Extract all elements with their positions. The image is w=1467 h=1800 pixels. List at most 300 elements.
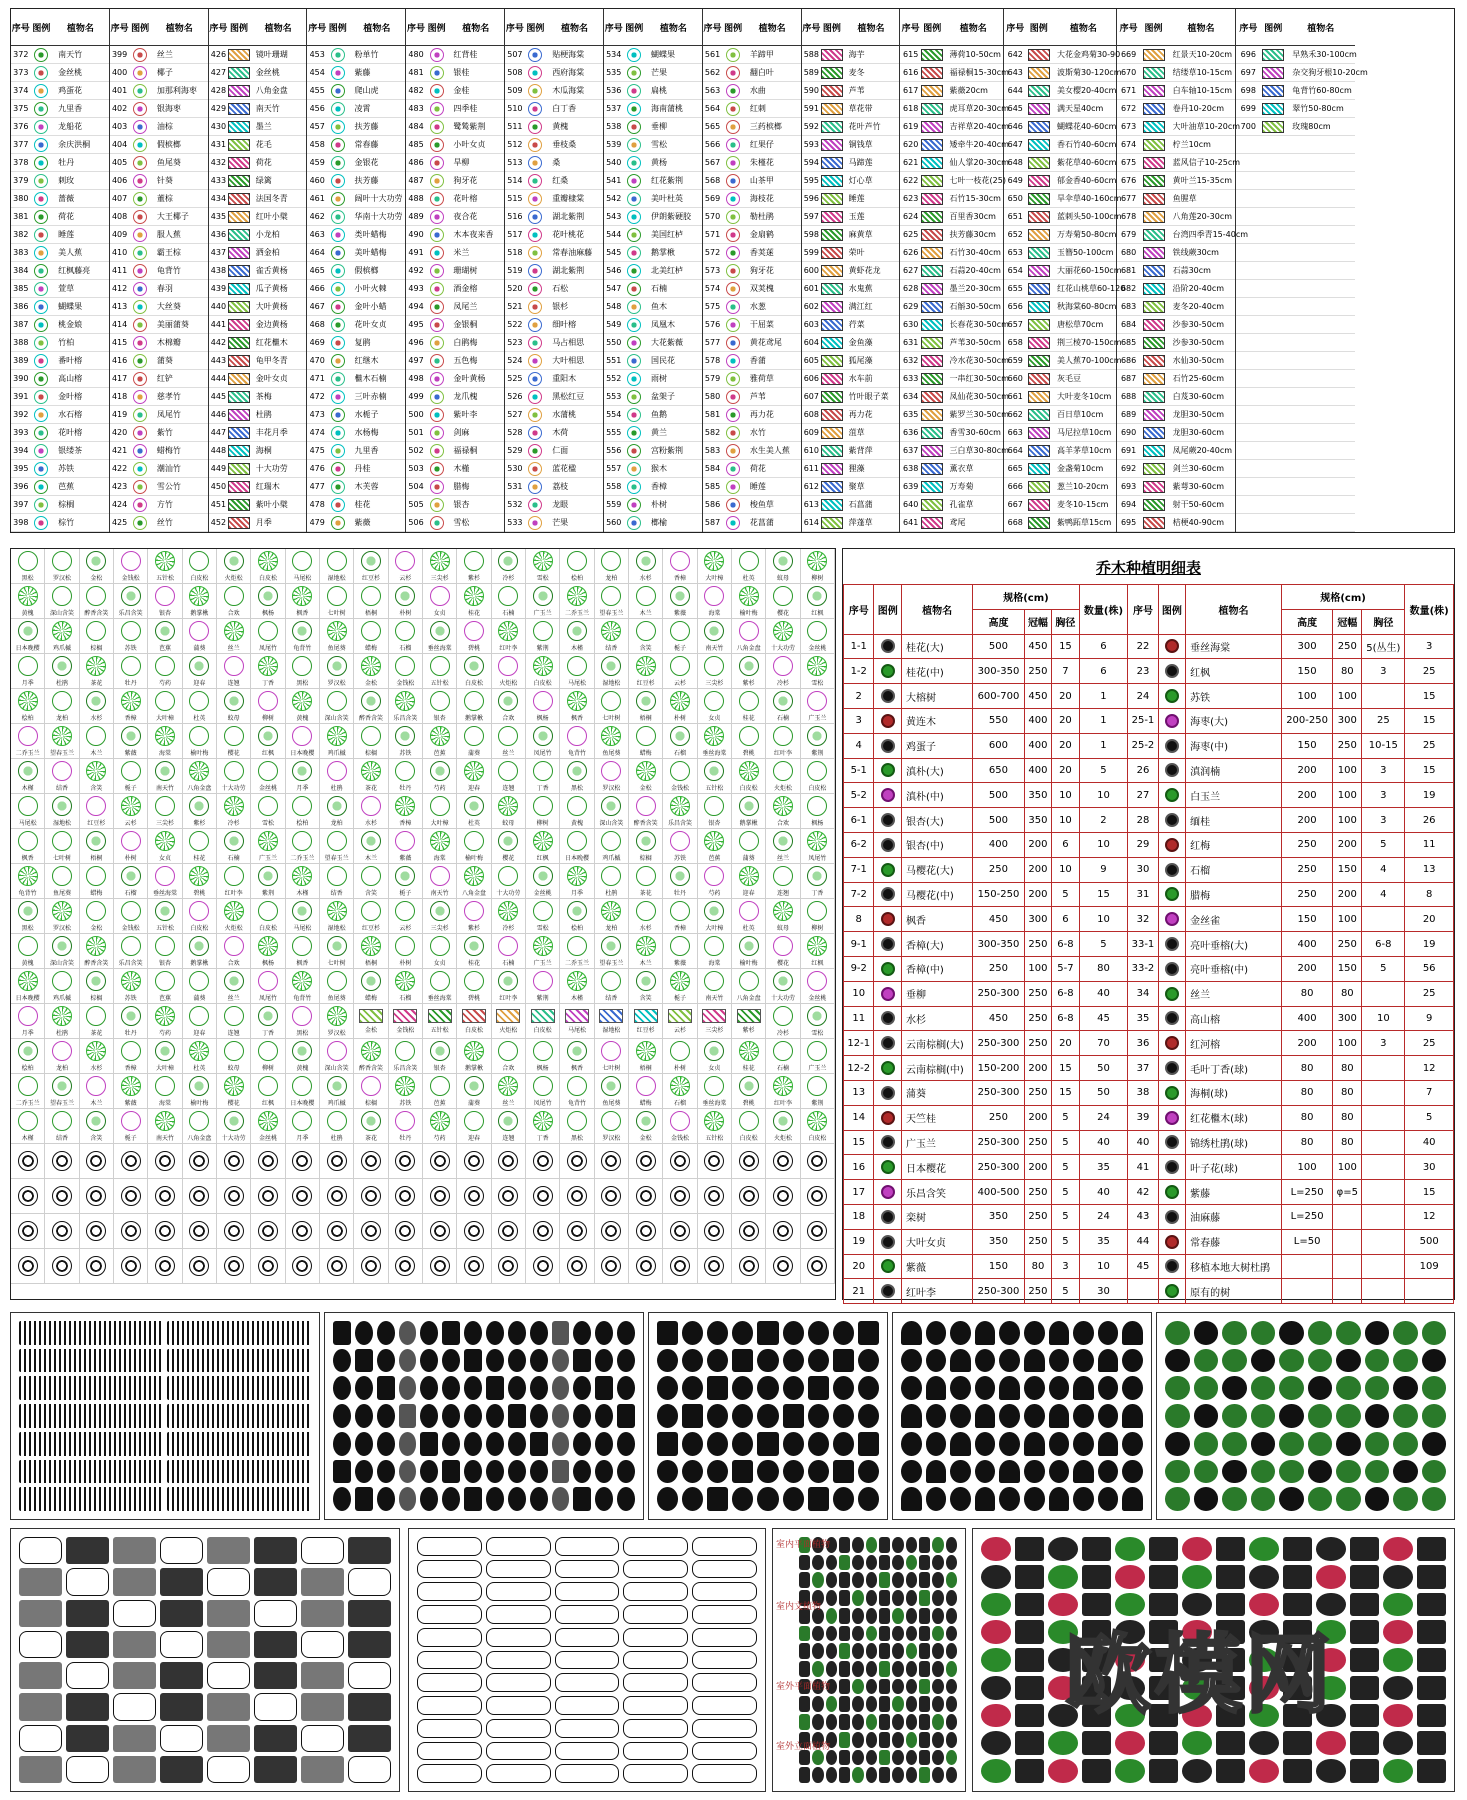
drawing-mark [19, 1460, 163, 1484]
row-no-2: 39 [1128, 1105, 1158, 1130]
legend-symbol [525, 444, 547, 458]
tree-symbol-icon [881, 887, 895, 901]
row-plant-name-2: 海枣(中) [1186, 733, 1282, 758]
drawing-mark [1336, 1460, 1361, 1484]
plant-symbol-icon [601, 971, 621, 991]
drawing-mark [1048, 1759, 1078, 1783]
plant-symbol-icon [121, 796, 141, 816]
legend-row [209, 406, 307, 424]
legend-symbol [821, 211, 843, 223]
drawing-mark [783, 1404, 804, 1428]
drawing-mark [1350, 1676, 1380, 1700]
row-crown: 300 [1024, 907, 1051, 932]
legend-symbol [921, 463, 944, 475]
legend-row [505, 226, 603, 244]
side-label-3: 室外平面植物 [776, 1682, 831, 1692]
library-symbol-cell [354, 934, 388, 969]
plant-symbol-icon [464, 1111, 484, 1131]
legend-row [1236, 82, 1355, 100]
legend-row-number: 530 [507, 464, 523, 473]
legend-symbol [228, 445, 250, 457]
drawing-mark [160, 1537, 203, 1564]
library-symbol-cell [492, 1144, 526, 1179]
library-symbol-label: 大叶樟 [155, 714, 174, 722]
legend-row [802, 226, 900, 244]
library-symbol-cell [320, 1004, 354, 1039]
legend-row [604, 100, 702, 118]
legend-plant-name: 棕榈 [58, 500, 75, 509]
row-height: 150 [973, 1254, 1024, 1279]
drawing-mark [623, 1537, 688, 1556]
legend-column [703, 9, 802, 532]
tree-symbol-icon [1165, 763, 1179, 777]
library-symbol-label: 水杉 [90, 714, 103, 722]
legend-plant-name: 五色梅 [453, 356, 478, 365]
drawing-mark [879, 1626, 890, 1642]
library-symbol-cell [457, 1109, 491, 1144]
legend-plant-name: 常春油麻藤 [552, 248, 593, 257]
legend-row-number: 466 [309, 284, 325, 293]
drawing-mark [833, 1432, 854, 1456]
legend-symbol [1260, 85, 1286, 97]
drawing-mark [530, 1349, 548, 1373]
library-symbol-label: 桂花 [467, 959, 480, 967]
legend-symbol [722, 408, 744, 422]
library-symbol-cell [492, 584, 526, 619]
library-symbol-label: 五针松 [155, 924, 174, 932]
library-symbol-cell [251, 689, 285, 724]
plant-symbol-icon [18, 1221, 38, 1241]
drawing-mark [348, 1568, 391, 1595]
drawing-mark [826, 1608, 837, 1624]
legend-row [307, 100, 405, 118]
library-symbol-cell [389, 934, 423, 969]
plant-symbol-icon [155, 901, 175, 921]
drawing-mark [1422, 1460, 1447, 1484]
plant-symbol-icon [224, 831, 244, 851]
plant-symbol-icon [121, 936, 141, 956]
legend-row [900, 298, 1003, 316]
library-symbol-cell [45, 864, 79, 899]
library-symbol-cell [45, 1214, 79, 1249]
library-symbol-cell [354, 1039, 388, 1074]
drawing-mark [866, 1696, 877, 1712]
legend-row [11, 46, 109, 64]
legend-symbol [1026, 283, 1051, 295]
legend-row-number: 638 [903, 464, 919, 473]
legend-row-number: 575 [704, 302, 721, 311]
library-symbol-label: 雪松 [536, 924, 549, 932]
legend-column-header [703, 9, 801, 46]
legend-row [1117, 82, 1236, 100]
plant-symbol-icon [601, 796, 621, 816]
legend-symbol [821, 373, 843, 385]
legend-column [900, 9, 1009, 532]
library-symbol-label: 垂丝海棠 [702, 749, 727, 757]
legend-row-number: 413 [111, 302, 128, 311]
library-symbol-cell [389, 1004, 423, 1039]
col-sym: 图例 [874, 585, 901, 635]
plant-symbol-icon [52, 621, 72, 641]
library-symbol-label: 白皮松 [533, 1026, 552, 1034]
row-qty-2: 12 [1405, 1204, 1454, 1229]
legend-symbol [921, 301, 944, 313]
legend-row [604, 244, 702, 262]
drawing-mark [555, 1673, 620, 1692]
drawing-mark [1308, 1487, 1333, 1511]
legend-plant-name: 大丝葵 [156, 302, 181, 311]
legend-plant-name: 红花紫荆 [651, 176, 683, 185]
library-symbol-cell [801, 1144, 835, 1179]
legend-row [1004, 352, 1122, 370]
legend-row [1117, 388, 1236, 406]
plant-symbol-icon [531, 1009, 555, 1023]
plant-symbol-icon [807, 1186, 827, 1206]
legend-row-number: 570 [704, 212, 721, 221]
drawing-mark [595, 1321, 613, 1345]
legend-row-number: 440 [210, 302, 227, 311]
drawing-mark [858, 1349, 879, 1373]
library-symbol-cell [801, 1249, 835, 1284]
legend-row-number: 494 [408, 302, 424, 311]
library-symbol-label: 茶花 [90, 1029, 103, 1037]
plant-symbol-icon [327, 621, 347, 641]
drawing-mark [892, 1572, 903, 1588]
library-symbol-label: 南天竹 [705, 644, 724, 652]
row-symbol-2 [1158, 1229, 1185, 1254]
library-symbol-label: 马尾松 [293, 924, 312, 932]
plant-symbol-icon [155, 656, 175, 676]
legend-plant-name: 红继木 [354, 356, 379, 365]
plant-symbol-icon [18, 936, 38, 956]
tree-symbol-icon [881, 912, 895, 926]
legend-symbol [821, 247, 843, 259]
legend-plant-name: 夜合花 [453, 212, 478, 221]
plant-symbol-icon [601, 1151, 621, 1171]
plant-symbol-icon [498, 901, 518, 921]
row-height-2: 80 [1281, 1056, 1332, 1081]
legend-plant-name: 石菖蒲 [848, 500, 873, 509]
legend-plant-name: 桑 [552, 158, 561, 167]
library-symbol-cell [560, 689, 594, 724]
row-plant-name: 栾树 [901, 1204, 972, 1229]
legend-symbol [426, 480, 448, 494]
plant-symbol-icon [292, 1006, 312, 1026]
drawing-mark [852, 1679, 863, 1695]
drawing-mark [1336, 1487, 1361, 1511]
legend-row [307, 334, 405, 352]
library-symbol-label: 月季 [21, 1029, 34, 1037]
library-symbol-label: 火炬松 [224, 574, 243, 582]
legend-row-number: 405 [111, 158, 128, 167]
legend-row [307, 370, 405, 388]
drawing-mark [552, 1432, 570, 1456]
detail-row [844, 758, 1454, 783]
tree-symbol-icon [1165, 639, 1179, 653]
plant-symbol-icon [739, 1256, 759, 1276]
drawing-mark [254, 1631, 297, 1658]
drawing-mark [919, 1767, 930, 1783]
legend-row [703, 388, 801, 406]
row-dbh-2: 10 [1362, 1006, 1405, 1031]
drawing-mark [892, 1537, 903, 1553]
legend-symbol [1140, 229, 1166, 241]
library-symbol-cell [320, 1074, 354, 1109]
drawing-mark [167, 1432, 311, 1456]
row-crown: 400 [1024, 733, 1051, 758]
legend-symbol [426, 354, 448, 368]
plant-symbol-icon [155, 1221, 175, 1241]
legend-row [1236, 154, 1355, 172]
drawing-mark [866, 1572, 877, 1588]
legend-symbol [228, 409, 250, 421]
legend-row-number: 625 [903, 230, 919, 239]
plant-symbol-icon [533, 586, 553, 606]
drawing-mark [113, 1725, 156, 1752]
legend-symbol [1140, 121, 1166, 133]
legend-row [703, 64, 801, 82]
row-crown-2: φ=5 [1333, 1180, 1362, 1205]
library-symbol-cell [389, 549, 423, 584]
row-height: 250-300 [973, 981, 1024, 1006]
drawing-mark [1308, 1404, 1333, 1428]
drawing-mark [486, 1349, 504, 1373]
legend-row [505, 388, 603, 406]
drawing-mark [1222, 1321, 1247, 1345]
row-height: 350 [973, 1204, 1024, 1229]
legend-symbol [129, 516, 151, 530]
legend-header-cell: 植物名 [959, 23, 987, 34]
drawing-mark [113, 1537, 156, 1564]
library-symbol-cell [732, 1144, 766, 1179]
legend-symbol [623, 84, 645, 98]
legend-row-number: 452 [210, 518, 227, 527]
legend-symbol [623, 480, 645, 494]
library-symbol-label: 含笑 [364, 889, 377, 897]
legend-plant-name: 白丁香 [552, 104, 577, 113]
library-symbol-cell [320, 549, 354, 584]
legend-symbol [623, 390, 645, 404]
legend-plant-name: 蝴蝶果 [58, 302, 83, 311]
legend-row [1004, 46, 1121, 64]
drawing-mark [833, 1321, 854, 1345]
legend-plant-name: 绿篱 [255, 176, 272, 185]
legend-plant-name: 竹柏 [58, 338, 75, 347]
library-symbol-cell [766, 829, 800, 864]
plant-symbol-icon [52, 1186, 72, 1206]
library-symbol-cell [286, 759, 320, 794]
row-dbh-2: 4 [1362, 857, 1405, 882]
library-symbol-label: 朴树 [673, 714, 686, 722]
plant-symbol-icon [807, 831, 827, 851]
legend-symbol [921, 337, 944, 349]
drawing-mark [19, 1487, 163, 1511]
legend-row [1004, 334, 1122, 352]
drawing-mark [617, 1321, 635, 1345]
legend-plant-name: 腊梅 [453, 482, 470, 491]
drawing-mark [19, 1404, 163, 1428]
legend-row-number: 670 [1120, 68, 1137, 77]
legend-symbol [426, 408, 448, 422]
row-height: 250-300 [973, 1130, 1024, 1155]
drawing-mark [617, 1376, 635, 1400]
plant-symbol-icon [670, 866, 690, 886]
drawing-mark [530, 1404, 548, 1428]
legend-plant-name: 草花带 [848, 104, 873, 113]
legend-row-number: 645 [1007, 104, 1023, 113]
drawing-mark [858, 1376, 879, 1400]
row-dbh: 5 [1052, 1155, 1079, 1180]
legend-row [604, 334, 702, 352]
drawing-mark [783, 1321, 804, 1345]
drawing-mark [975, 1487, 996, 1511]
legend-row-number: 434 [210, 194, 227, 203]
legend-row-number: 635 [903, 410, 919, 419]
legend-row-number: 584 [704, 464, 721, 473]
legend-plant-name: 鹭鸶紫荆 [453, 122, 486, 131]
legend-plant-name: 假槟榔 [354, 266, 379, 275]
library-symbol-label: 桧柏 [570, 924, 583, 932]
plant-symbol-icon [636, 936, 656, 956]
legend-plant-name: 龙眼 [552, 500, 569, 509]
library-symbol-cell [114, 829, 148, 864]
legend-symbol [31, 174, 53, 188]
row-qty-2: 15 [1405, 758, 1454, 783]
legend-plant-name: 杂交狗牙根10-20cm [1292, 68, 1368, 77]
legend-symbol [228, 85, 250, 97]
drawing-mark [1222, 1376, 1247, 1400]
library-symbol-cell [114, 1214, 148, 1249]
legend-row-number: 455 [309, 86, 325, 95]
library-symbol-label: 黑松 [570, 784, 583, 792]
legend-row-number: 480 [408, 50, 424, 59]
legend-row [604, 280, 702, 298]
legend-symbol [525, 282, 547, 296]
drawing-mark [808, 1376, 829, 1400]
drawing-mark [946, 1714, 957, 1730]
legend-plant-name: 金叶小蜡 [354, 302, 387, 311]
plant-symbol-icon [430, 1041, 450, 1061]
library-symbol-cell [526, 969, 560, 1004]
drawing-mark [508, 1349, 526, 1373]
row-no-2: 31 [1128, 882, 1158, 907]
library-symbol-cell [732, 584, 766, 619]
legend-row [1236, 388, 1355, 406]
library-symbol-label: 大叶樟 [155, 1064, 174, 1072]
library-symbol-label: 鱼尾葵 [327, 644, 346, 652]
library-symbol-label: 紫薇 [124, 1099, 137, 1107]
plant-symbol-icon [533, 866, 553, 886]
plant-symbol-icon [599, 1009, 623, 1023]
row-crown-2 [1333, 1229, 1362, 1254]
library-symbol-cell [766, 619, 800, 654]
library-symbol-cell [629, 1214, 663, 1249]
drawing-mark [919, 1661, 930, 1677]
legend-column [209, 9, 308, 532]
plant-symbol-icon [670, 936, 690, 956]
library-symbol-label: 杜英 [193, 714, 206, 722]
legend-row-number: 485 [408, 140, 424, 149]
legend-symbol [821, 85, 843, 97]
library-symbol-label: 龟背竹 [293, 644, 312, 652]
legend-row [1236, 424, 1355, 442]
plant-symbol-icon [498, 1221, 518, 1241]
plant-symbol-icon [86, 1186, 106, 1206]
row-plant-name: 滇朴(中) [901, 783, 972, 808]
row-crown: 200 [1024, 1155, 1051, 1180]
row-plant-name: 紫薇 [901, 1254, 972, 1279]
legend-symbol [129, 66, 151, 80]
legend-column-header [209, 9, 307, 46]
legend-symbol [228, 49, 250, 61]
legend-plant-name: 金银桐 [453, 320, 478, 329]
detail-row [844, 1130, 1454, 1155]
library-symbol-cell [526, 1039, 560, 1074]
legend-plant-name: 香蒲 [749, 356, 766, 365]
library-symbol-label: 杜鹃 [55, 1029, 68, 1037]
library-symbol-cell [320, 584, 354, 619]
library-symbol-cell [526, 759, 560, 794]
legend-symbol [129, 84, 151, 98]
legend-plant-name: 服人蕉 [156, 230, 181, 239]
detail-row [844, 634, 1454, 659]
library-symbol-cell [698, 934, 732, 969]
drawing-mark [812, 1696, 823, 1712]
drawing-mark [879, 1608, 890, 1624]
legend-symbol [623, 354, 645, 368]
plant-symbol-icon [361, 726, 381, 746]
detail-row [844, 684, 1454, 709]
legend-row [1236, 226, 1355, 244]
legend-symbol [327, 354, 349, 368]
library-symbol-label: 南天竹 [155, 784, 174, 792]
row-plant-name-2: 红枫 [1186, 659, 1282, 684]
plant-symbol-icon [567, 761, 587, 781]
legend-row [406, 496, 504, 514]
legend-row-number: 658 [1007, 338, 1023, 347]
legend-symbol [31, 138, 53, 152]
legend-plant-name: 扁桃 [651, 86, 667, 95]
legend-plant-name: 白鹃梅 [453, 338, 478, 347]
library-symbol-cell [560, 864, 594, 899]
legend-row [406, 208, 504, 226]
legend-row [1236, 262, 1355, 280]
legend-row [505, 262, 603, 280]
legend-row [505, 424, 603, 442]
plant-symbol-icon [361, 971, 381, 991]
legend-symbol [228, 481, 250, 493]
row-dbh: 20 [1052, 708, 1079, 733]
drawing-mark [826, 1643, 837, 1659]
drawing-mark [1393, 1460, 1418, 1484]
legend-row [703, 406, 801, 424]
drawing-mark [1350, 1537, 1380, 1561]
library-symbol-cell [801, 584, 835, 619]
library-symbol-label: 樱花 [227, 749, 240, 757]
library-symbol-cell [560, 1074, 594, 1109]
row-plant-name-2: 常春藤 [1186, 1229, 1282, 1254]
plant-symbol-icon [533, 1151, 553, 1171]
library-symbol-label: 迎春 [193, 679, 206, 687]
row-dbh: 5 [1052, 882, 1079, 907]
row-plant-name: 云南棕榈(大) [901, 1031, 972, 1056]
plant-symbol-icon [567, 1151, 587, 1171]
legend-symbol [1260, 103, 1286, 115]
drawing-mark [333, 1349, 351, 1373]
legend-symbol [1026, 427, 1051, 439]
plant-symbol-icon [52, 1256, 72, 1276]
plant-symbol-icon [18, 1256, 38, 1276]
